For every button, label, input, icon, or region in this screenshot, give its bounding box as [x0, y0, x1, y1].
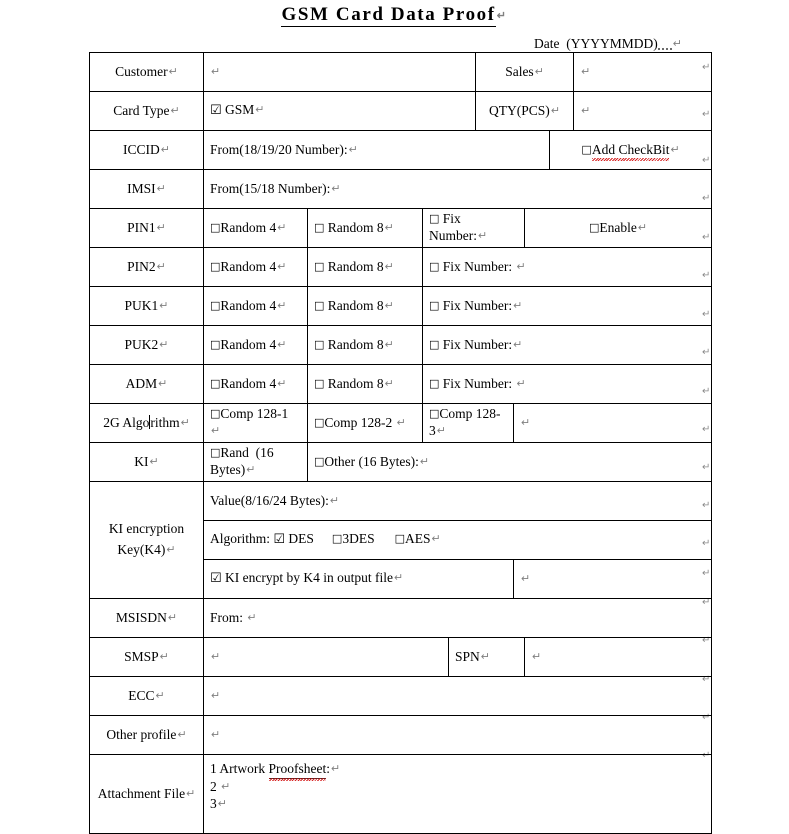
paragraph-mark: ↵: [166, 544, 176, 556]
puk1-fix-number-cell[interactable]: [423, 287, 712, 326]
option-label: Other (16 Bytes):: [324, 453, 419, 469]
option-label: Fix Number:: [442, 258, 513, 274]
paragraph-mark: ↵: [156, 221, 166, 234]
paragraph-mark: ↵: [277, 377, 287, 390]
row-label-customer: [90, 53, 204, 92]
paragraph-mark: ↵: [211, 425, 221, 437]
row-label-puk1: [90, 287, 204, 326]
pin2-fix-number-cell[interactable]: [423, 248, 712, 287]
checkbox-empty-icon[interactable]: □: [588, 220, 600, 234]
margin-mark: ↵: [702, 635, 711, 646]
page-title: [0, 4, 789, 26]
checkbox-empty-icon[interactable]: □: [314, 298, 325, 312]
paragraph-mark: ↵: [394, 572, 404, 585]
label-text: Card Type: [113, 102, 170, 118]
row-label-iccid: [90, 131, 204, 170]
option-label: Random 4: [220, 297, 277, 313]
date-field: [0, 36, 682, 52]
checkbox-empty-icon[interactable]: □: [429, 259, 440, 273]
paragraph-mark: ↵: [180, 416, 190, 429]
table-row-other-profile: [90, 716, 712, 755]
margin-mark: ↵: [702, 597, 711, 608]
paragraph-mark: ↵: [255, 104, 265, 117]
paragraph-mark: ↵: [156, 260, 166, 273]
row-label-msisdn: [90, 599, 204, 638]
row-label-ki-encryption: [90, 482, 204, 599]
k4-encrypt-note-cell[interactable]: [204, 560, 514, 599]
paragraph-mark: ↵: [246, 464, 256, 476]
table-row-attachment-file: [90, 755, 712, 834]
label-text: 2G Algo: [103, 414, 150, 430]
label-text: Attachment File: [97, 785, 186, 801]
comp128-2-cell[interactable]: [308, 404, 423, 443]
attachment-line-1: [210, 761, 705, 779]
paragraph-mark: ↵: [177, 728, 187, 741]
row-label-pin2: [90, 248, 204, 287]
paragraph-mark: ↵: [277, 221, 287, 234]
attachment-line-2: [210, 779, 705, 796]
option-label: Enable: [599, 219, 637, 235]
table-row-puk2: [90, 326, 712, 365]
row-label-puk2: [90, 326, 204, 365]
adm-random8-cell[interactable]: [308, 365, 423, 404]
pin2-random4-cell[interactable]: [204, 248, 308, 287]
puk1-random4-cell[interactable]: [204, 287, 308, 326]
imsi-from-cell[interactable]: [204, 170, 712, 209]
ki-rand-cell[interactable]: [204, 443, 308, 482]
margin-mark: ↵: [702, 568, 711, 579]
margin-mark: ↵: [702, 155, 711, 166]
label-text: PUK2: [124, 336, 159, 352]
option-label: Comp 128-2: [324, 414, 393, 430]
option-label: Random 4: [220, 258, 277, 274]
checkbox-empty-icon[interactable]: □: [210, 298, 221, 312]
option-label: Random 8: [327, 297, 384, 313]
comp128-1-cell[interactable]: [204, 404, 308, 443]
paragraph-mark: ↵: [211, 728, 221, 741]
paragraph-mark: ↵: [160, 143, 170, 156]
add-checkbit-label: Add CheckBit: [591, 141, 670, 157]
checkbox-empty-icon[interactable]: □: [314, 376, 325, 390]
table-row-customer: [90, 53, 712, 92]
qty-value-cell[interactable]: [574, 92, 712, 131]
paragraph-mark: ↵: [331, 763, 341, 775]
margin-mark: ↵: [702, 270, 711, 281]
margin-mark: ↵: [702, 674, 711, 685]
row-label-ki: [90, 443, 204, 482]
checkbox-empty-icon[interactable]: □: [314, 415, 325, 429]
label-text: MSISDN: [115, 609, 167, 625]
paragraph-mark: ↵: [277, 299, 287, 312]
paragraph-mark: ↵: [156, 182, 166, 195]
comp128-3-cell[interactable]: [423, 404, 514, 443]
label-text: SPN: [455, 648, 480, 664]
attachment-proofsheet-text: Proofsheet: [269, 761, 327, 779]
row-label-qty: [476, 92, 574, 131]
table-row-imsi: [90, 170, 712, 209]
row-label-pin1: [90, 209, 204, 248]
option-label: Random 4: [220, 219, 277, 235]
label-text-line2: Key(K4): [117, 542, 166, 557]
customer-value-cell[interactable]: [204, 53, 476, 92]
checkbox-empty-icon[interactable]: □: [429, 407, 440, 421]
paragraph-mark: ↵: [384, 338, 394, 351]
checkbox-empty-icon[interactable]: □: [210, 337, 221, 351]
encrypt-note-label: KI encrypt by K4 in output file: [225, 570, 393, 586]
margin-mark: ↵: [702, 462, 711, 473]
row-label-2g-algorithm: [90, 404, 204, 443]
paragraph-mark: ↵: [247, 611, 257, 624]
checkbox-empty-icon[interactable]: □: [581, 142, 592, 156]
table-row-msisdn: [90, 599, 712, 638]
paragraph-mark: ↵: [155, 689, 165, 702]
pin1-random4-cell[interactable]: [204, 209, 308, 248]
table-row-ecc: [90, 677, 712, 716]
paragraph-mark: ↵: [217, 797, 227, 810]
option-label: Fix Number:: [442, 375, 513, 391]
page-title-text: GSM Card Data Proof: [281, 4, 496, 25]
margin-mark: ↵: [702, 386, 711, 397]
other-profile-value-cell[interactable]: [204, 716, 712, 755]
label-text: ECC: [128, 687, 155, 703]
paragraph-mark: ↵: [532, 650, 542, 663]
label-text: KI: [134, 453, 149, 469]
label-text: QTY(PCS): [489, 102, 550, 118]
table-row-smsp: [90, 638, 712, 677]
option-label: Random 4: [220, 336, 277, 352]
label-text: PIN2: [127, 258, 156, 274]
row-label-spn: [449, 638, 525, 677]
paragraph-mark: ↵: [516, 260, 526, 273]
iccid-from-text: From(18/19/20 Number):: [210, 141, 348, 157]
paragraph-mark: ↵: [277, 260, 287, 273]
paragraph-mark: ↵: [534, 65, 544, 78]
row-label-smsp: [90, 638, 204, 677]
paragraph-mark: ↵: [329, 494, 340, 507]
checkbox-empty-icon[interactable]: □: [210, 220, 221, 234]
label-text: Customer: [115, 63, 168, 79]
paragraph-mark: ↵: [167, 611, 178, 624]
paragraph-mark: ↵: [637, 221, 648, 234]
checkbox-empty-icon[interactable]: □: [429, 212, 440, 226]
option-label: Fix Number:: [429, 211, 477, 243]
attachment-line-3: [210, 796, 705, 813]
paragraph-mark: ↵: [431, 533, 441, 546]
attachment-list-cell[interactable]: [204, 755, 712, 834]
label-text: Other profile: [106, 726, 177, 742]
iccid-add-checkbit-cell[interactable]: [550, 131, 712, 170]
checkbox-empty-icon[interactable]: □: [429, 337, 440, 351]
row-label-imsi: [90, 170, 204, 209]
table-row-pin1: [90, 209, 712, 248]
paragraph-mark: ↵: [672, 38, 682, 50]
pin1-enable-cell[interactable]: [525, 209, 712, 248]
option-label: Rand (16 Bytes): [210, 445, 274, 477]
row-label-sales: [476, 53, 574, 92]
paragraph-mark: ↵: [478, 230, 488, 242]
paragraph-mark: ↵: [170, 104, 180, 117]
checkbox-empty-icon[interactable]: □: [394, 532, 405, 546]
msisdn-from-cell[interactable]: [204, 599, 712, 638]
paragraph-mark: ↵: [149, 455, 159, 468]
paragraph-mark: ↵: [581, 104, 591, 117]
adm-fix-number-cell[interactable]: [423, 365, 712, 404]
paragraph-mark: ↵: [186, 787, 196, 800]
checkbox-empty-icon[interactable]: □: [210, 446, 221, 460]
msisdn-from-text: From:: [210, 609, 244, 625]
paragraph-mark: ↵: [211, 650, 221, 663]
puk2-random4-cell[interactable]: [204, 326, 308, 365]
option-label: Comp 128-3: [429, 406, 501, 438]
gsm-card-data-form-table: [89, 52, 712, 834]
date-squiggle-underline: [658, 37, 672, 50]
margin-mark: ↵: [702, 62, 711, 73]
2g-algorithm-extra-cell[interactable]: [514, 404, 712, 443]
checkbox-empty-icon[interactable]: □: [429, 376, 440, 390]
paragraph-mark: ↵: [480, 650, 490, 663]
des-option-label: DES: [288, 531, 314, 547]
paragraph-mark: ↵: [513, 338, 523, 351]
paragraph-mark: ↵: [670, 143, 680, 156]
paragraph-mark: ↵: [521, 416, 531, 429]
sales-value-cell[interactable]: [574, 53, 712, 92]
option-label: Random 8: [327, 336, 384, 352]
table-row-card-type: [90, 92, 712, 131]
spn-value-cell[interactable]: [525, 638, 712, 677]
pin1-random8-cell[interactable]: [308, 209, 423, 248]
margin-mark: ↵: [702, 750, 711, 761]
paragraph-mark: ↵: [384, 299, 394, 312]
paragraph-mark: ↵: [513, 299, 523, 312]
date-label: [534, 36, 658, 51]
table-row-2g-algorithm: [90, 404, 712, 443]
checkbox-empty-icon[interactable]: □: [314, 259, 325, 273]
margin-mark: ↵: [702, 538, 711, 549]
k4-value-cell[interactable]: [204, 482, 712, 521]
puk2-random8-cell[interactable]: [308, 326, 423, 365]
option-label: Comp 128-1: [220, 406, 289, 422]
paragraph-mark: ↵: [159, 650, 169, 663]
attachment-line3-text: 3: [210, 795, 217, 811]
k4-value-text: Value(8/16/24 Bytes):: [210, 492, 329, 508]
paragraph-mark: ↵: [384, 260, 394, 273]
paragraph-mark: ↵: [521, 572, 531, 585]
checkbox-checked-icon[interactable]: ☑: [210, 571, 222, 587]
attachment-line1-tail: :: [326, 761, 331, 776]
label-text-cont: rithm: [150, 414, 180, 430]
card-type-value-cell[interactable]: [204, 92, 476, 131]
margin-mark: ↵: [702, 500, 711, 511]
paragraph-mark: ↵: [436, 425, 446, 437]
paragraph-mark: ↵: [516, 377, 526, 390]
row-label-adm: [90, 365, 204, 404]
label-text: SMSP: [124, 648, 159, 664]
3des-option-label: 3DES: [342, 531, 375, 547]
label-text: IMSI: [127, 180, 156, 196]
ki-other-cell[interactable]: [308, 443, 712, 482]
attachment-line2-text: 2: [210, 778, 217, 794]
checkbox-checked-icon[interactable]: ☑: [273, 532, 286, 548]
label-text: ICCID: [123, 141, 160, 157]
k4-algorithm-cell[interactable]: [204, 521, 712, 560]
checkbox-empty-icon[interactable]: □: [210, 376, 221, 390]
k4-encrypt-note-extra-cell[interactable]: [514, 560, 712, 599]
row-label-attachment-file: [90, 755, 204, 834]
margin-mark: ↵: [702, 109, 711, 120]
margin-mark: ↵: [702, 232, 711, 243]
table-row-puk1: [90, 287, 712, 326]
checkbox-empty-icon[interactable]: □: [314, 454, 325, 468]
row-label-card-type: [90, 92, 204, 131]
paragraph-mark: ↵: [550, 104, 561, 117]
gsm-option-label: GSM: [225, 102, 255, 118]
option-label: Random 8: [327, 219, 384, 235]
row-label-other-profile: [90, 716, 204, 755]
paragraph-mark: ↵: [384, 377, 394, 390]
table-row-ki: [90, 443, 712, 482]
paragraph-mark: ↵: [168, 65, 178, 78]
label-text: Sales: [505, 63, 534, 79]
iccid-from-cell[interactable]: [204, 131, 550, 170]
paragraph-mark: ↵: [159, 299, 169, 312]
label-text: PIN1: [127, 219, 156, 235]
row-label-ecc: [90, 677, 204, 716]
margin-mark: ↵: [702, 309, 711, 320]
margin-mark: ↵: [702, 193, 711, 204]
option-label: Random 4: [220, 375, 277, 391]
smsp-value-cell[interactable]: [204, 638, 449, 677]
margin-mark: ↵: [702, 347, 711, 358]
puk2-fix-number-cell[interactable]: [423, 326, 712, 365]
ecc-value-cell[interactable]: [204, 677, 712, 716]
paragraph-mark: ↵: [221, 780, 231, 793]
margin-mark: ↵: [702, 424, 711, 435]
option-label: Random 8: [327, 375, 384, 391]
paragraph-mark: ↵: [331, 182, 341, 195]
option-label: Fix Number:: [442, 336, 513, 352]
checkbox-empty-icon[interactable]: □: [314, 220, 325, 234]
pin1-fix-number-cell[interactable]: [423, 209, 525, 248]
checkbox-empty-icon[interactable]: □: [314, 337, 325, 351]
aes-option-label: AES: [405, 531, 431, 547]
adm-random4-cell[interactable]: [204, 365, 308, 404]
algorithm-label: Algorithm:: [210, 531, 270, 547]
checkbox-empty-icon[interactable]: □: [429, 298, 440, 312]
label-text: PUK1: [124, 297, 159, 313]
checkbox-empty-icon[interactable]: □: [210, 407, 221, 421]
paragraph-mark: ↵: [277, 338, 287, 351]
option-label: Random 8: [327, 258, 384, 274]
paragraph-mark: ↵: [496, 10, 508, 22]
paragraph-mark: ↵: [396, 416, 406, 429]
paragraph-mark: ↵: [419, 455, 430, 468]
table-row-adm: [90, 365, 712, 404]
paragraph-mark: ↵: [211, 65, 221, 78]
date-label-text: Date (YYYYMMDD): [534, 36, 658, 51]
paragraph-mark: ↵: [581, 65, 591, 78]
checkbox-empty-icon[interactable]: □: [210, 259, 221, 273]
checkbox-checked-icon[interactable]: ☑: [210, 103, 222, 119]
label-text: ADM: [125, 375, 158, 391]
table-row-ki-encryption-value: [90, 482, 712, 521]
paragraph-mark: ↵: [211, 689, 221, 702]
option-label: Fix Number:: [442, 297, 513, 313]
margin-mark: ↵: [702, 712, 711, 723]
paragraph-mark: ↵: [158, 377, 168, 390]
table-row-pin2: [90, 248, 712, 287]
paragraph-mark: ↵: [159, 338, 169, 351]
imsi-from-text: From(15/18 Number):: [210, 180, 331, 196]
paragraph-mark: ↵: [348, 143, 358, 156]
checkbox-empty-icon[interactable]: □: [331, 532, 343, 546]
puk1-random8-cell[interactable]: [308, 287, 423, 326]
paragraph-mark: ↵: [384, 221, 394, 234]
pin2-random8-cell[interactable]: [308, 248, 423, 287]
table-row-iccid: [90, 131, 712, 170]
label-text-line1: KI encryption: [108, 521, 185, 537]
attachment-line1-text: 1 Artwork: [210, 761, 269, 776]
